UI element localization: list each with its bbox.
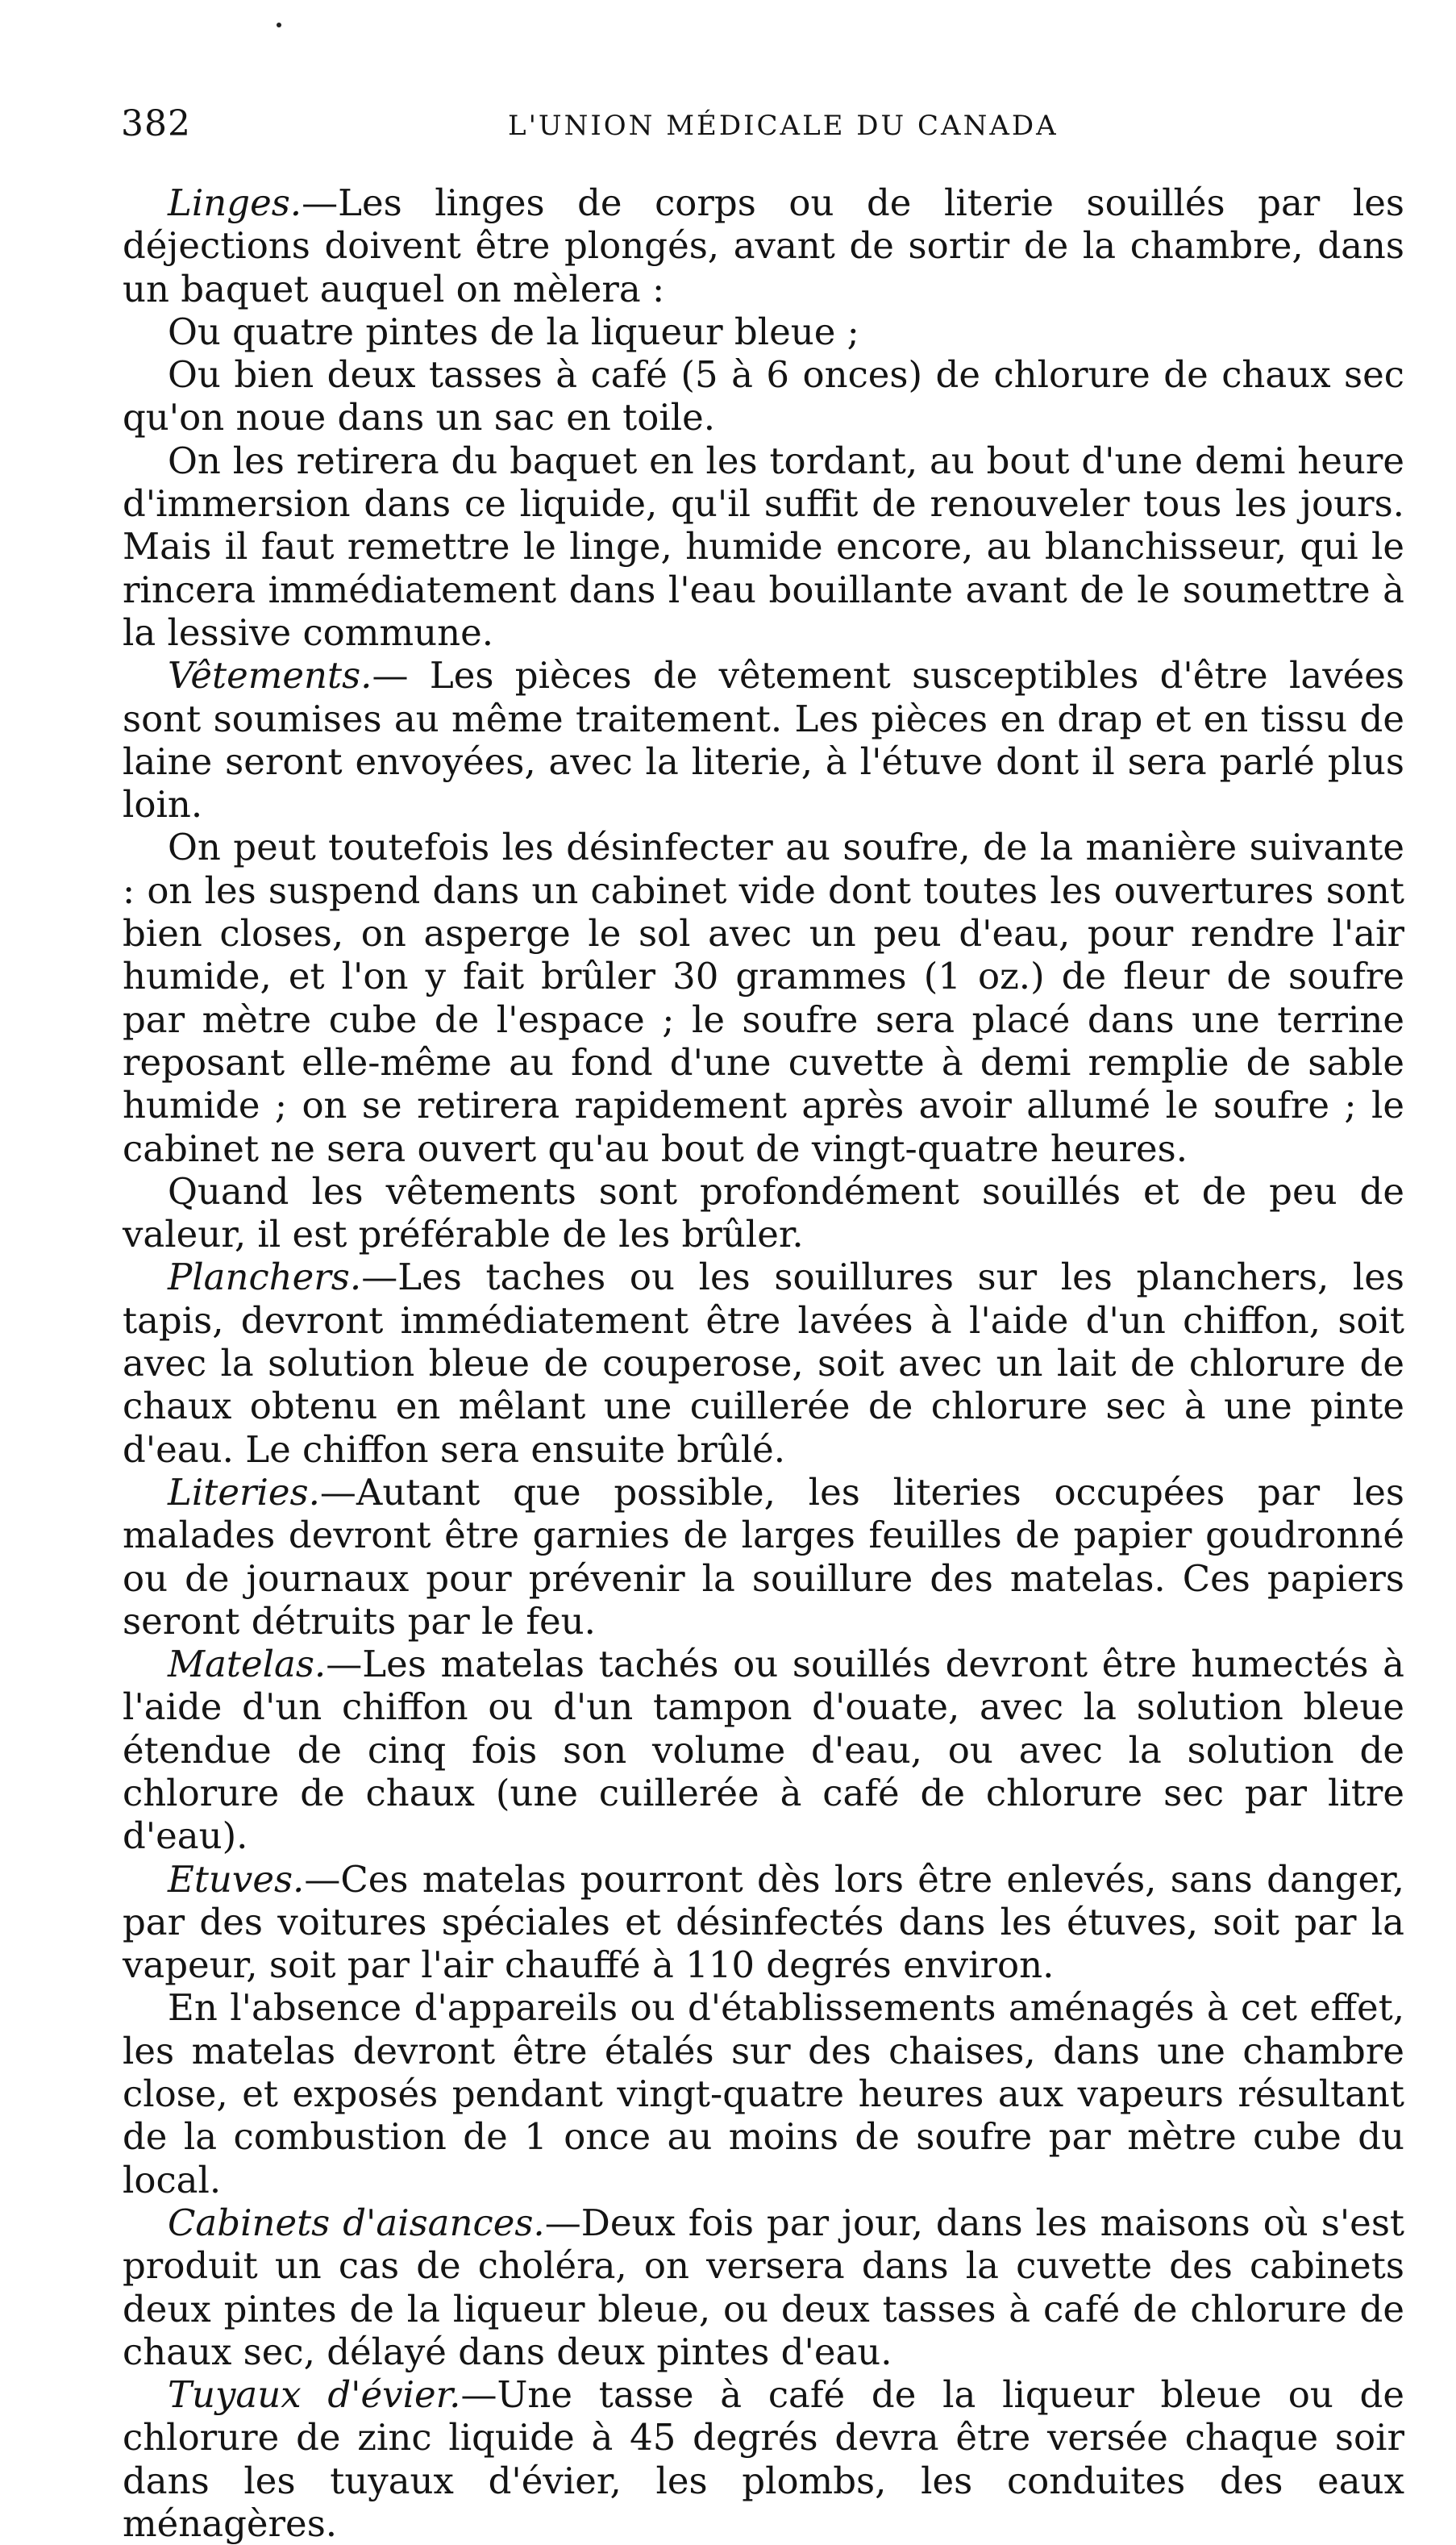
paragraph-text: Ou bien deux tasses à café (5 à 6 onces) de chlorure de chaux sec qu'on noue dans un sac en toile. bbox=[123, 353, 1404, 439]
paragraph-option-liqueur bbox=[123, 310, 1404, 353]
paragraph-lead: Planchers. bbox=[168, 1256, 362, 1299]
paragraph-lead: Vêtements. bbox=[168, 654, 372, 698]
paragraph-linges bbox=[123, 181, 1404, 310]
paragraph-text: —Autant que possible, les literies occupées par les malades devront être garnies de larges feuilles de papier goudronné ou de journaux pour prévenir la souillure des matelas. Ces papiers seront détruits par le feu. bbox=[123, 1470, 1404, 1643]
print-speck bbox=[277, 23, 281, 27]
paragraph-option-chlorure bbox=[123, 353, 1404, 439]
paragraph-tuyaux bbox=[123, 2373, 1404, 2545]
paragraph-lead: Tuyaux d'évier. bbox=[168, 2373, 461, 2417]
paragraph-bruler bbox=[123, 1170, 1404, 1256]
paragraph-text: —Les matelas tachés ou souillés devront être humectés à l'aide d'un chiffon ou d'un tampon d'ouate, avec la solution bleue étendue de cinq fois son volume d'eau, ou avec la solution de chlorure de chaux (une cuillerée à café de chlorure sec par litre d'eau). bbox=[123, 1643, 1404, 1858]
paragraph-retrait bbox=[123, 439, 1404, 654]
paragraph-text: —Une tasse à café de la liqueur bleue ou de chlorure de zinc liquide à 45 degrés devra être versée chaque soir dans les tuyaux d'évier, les plombs, les conduites des eaux ménagères. bbox=[123, 2373, 1404, 2545]
paragraph-text: On peut toutefois les désinfecter au soufre, de la manière suivante : on les suspend dans un cabinet vide dont toutes les ouvertures sont bien closes, on asperge le sol avec un peu d'eau, pour rendre l'air humide, et l'on y fait brûler 30 grammes (1 oz.) de fleur de soufre par mètre cube de l'espace ; le soufre sera placé dans une terrine reposant elle-même au fond d'une cuvette à demi remplie de sable humide ; on se retirera rapidement après avoir allumé le soufre ; le cabinet ne sera ouvert qu'au bout de vingt-quatre heures. bbox=[123, 826, 1404, 1170]
paragraph-etuves bbox=[123, 1858, 1404, 1987]
paragraph-text: —Deux fois par jour, dans les maisons où s'est produit un cas de choléra, on versera dans la cuvette des cabinets deux pintes de la liqueur bleue, ou deux tasses à café de chlorure de chaux sec, délayé dans deux pintes d'eau. bbox=[123, 2201, 1404, 2373]
paragraph-lead: Matelas. bbox=[168, 1643, 327, 1686]
paragraph-matelas bbox=[123, 1643, 1404, 1857]
paragraph-text: Quand les vêtements sont profondément souillés et de peu de valeur, il est préférable de les brûler. bbox=[123, 1169, 1404, 1256]
paragraph-text: —Les linges de corps ou de literie souillés par les déjections doivent être plongés, avant de sortir de la chambre, dans un baquet auquel on mèlera : bbox=[123, 181, 1404, 310]
paragraph-text: —Ces matelas pourront dès lors être enlevés, sans danger, par des voitures spéciales et désinfectés dans les étuves, soit par la vapeur, soit par l'air chauffé à 110 degrés environ. bbox=[123, 1857, 1404, 1987]
running-title: L'UNION MÉDICALE DU CANADA bbox=[508, 110, 1059, 142]
paragraph-text: En l'absence d'appareils ou d'établissements aménagés à cet effet, les matelas devront être étalés sur des chaises, dans une chambre close, et exposés pendant vingt-quatre heures aux vapeurs résultant de la combustion de 1 once au moins de soufre par mètre cube du local. bbox=[123, 1986, 1404, 2201]
paragraph-text: — Les pièces de vêtement susceptibles d'être lavées sont soumises au même traitement. Les pièces en drap et en tissu de laine seront envoyées, avec la literie, à l'étuve dont il sera parlé plus loin. bbox=[123, 654, 1404, 827]
paragraph-literies bbox=[123, 1471, 1404, 1643]
paragraph-planchers bbox=[123, 1256, 1404, 1470]
paragraph-lead: Etuves. bbox=[168, 1857, 305, 1901]
paragraph-text: On les retirera du baquet en les tordant, au bout d'une demi heure d'immersion dans ce liquide, qu'il suffit de renouveler tous les jours. Mais il faut remettre le linge, humide encore, au blanchisseur, qui le rincera immédiatement dans l'eau bouillante avant de le soumettre à la lessive commune. bbox=[123, 439, 1404, 654]
paragraph-cabinets bbox=[123, 2201, 1404, 2373]
page-number: 382 bbox=[121, 103, 191, 144]
body-text bbox=[123, 181, 1404, 2545]
paragraph-lead: Linges. bbox=[168, 181, 302, 224]
paragraph-absence bbox=[123, 1986, 1404, 2201]
paragraph-text: Ou quatre pintes de la liqueur bleue ; bbox=[168, 310, 859, 353]
paragraph-lead: Cabinets d'aisances. bbox=[168, 2201, 545, 2244]
paragraph-soufre bbox=[123, 826, 1404, 1169]
paragraph-lead: Literies. bbox=[168, 1470, 320, 1514]
page-header bbox=[121, 103, 1403, 152]
paragraph-vetements bbox=[123, 654, 1404, 826]
paragraph-text: —Les taches ou les souillures sur les planchers, les tapis, devront immédiatement être lavées à l'aide d'un chiffon, soit avec la solution bleue de couperose, soit avec un lait de chlorure de chaux obtenu en mêlant une cuillerée de chlorure sec à une pinte d'eau. Le chiffon sera ensuite brûlé. bbox=[123, 1256, 1404, 1471]
